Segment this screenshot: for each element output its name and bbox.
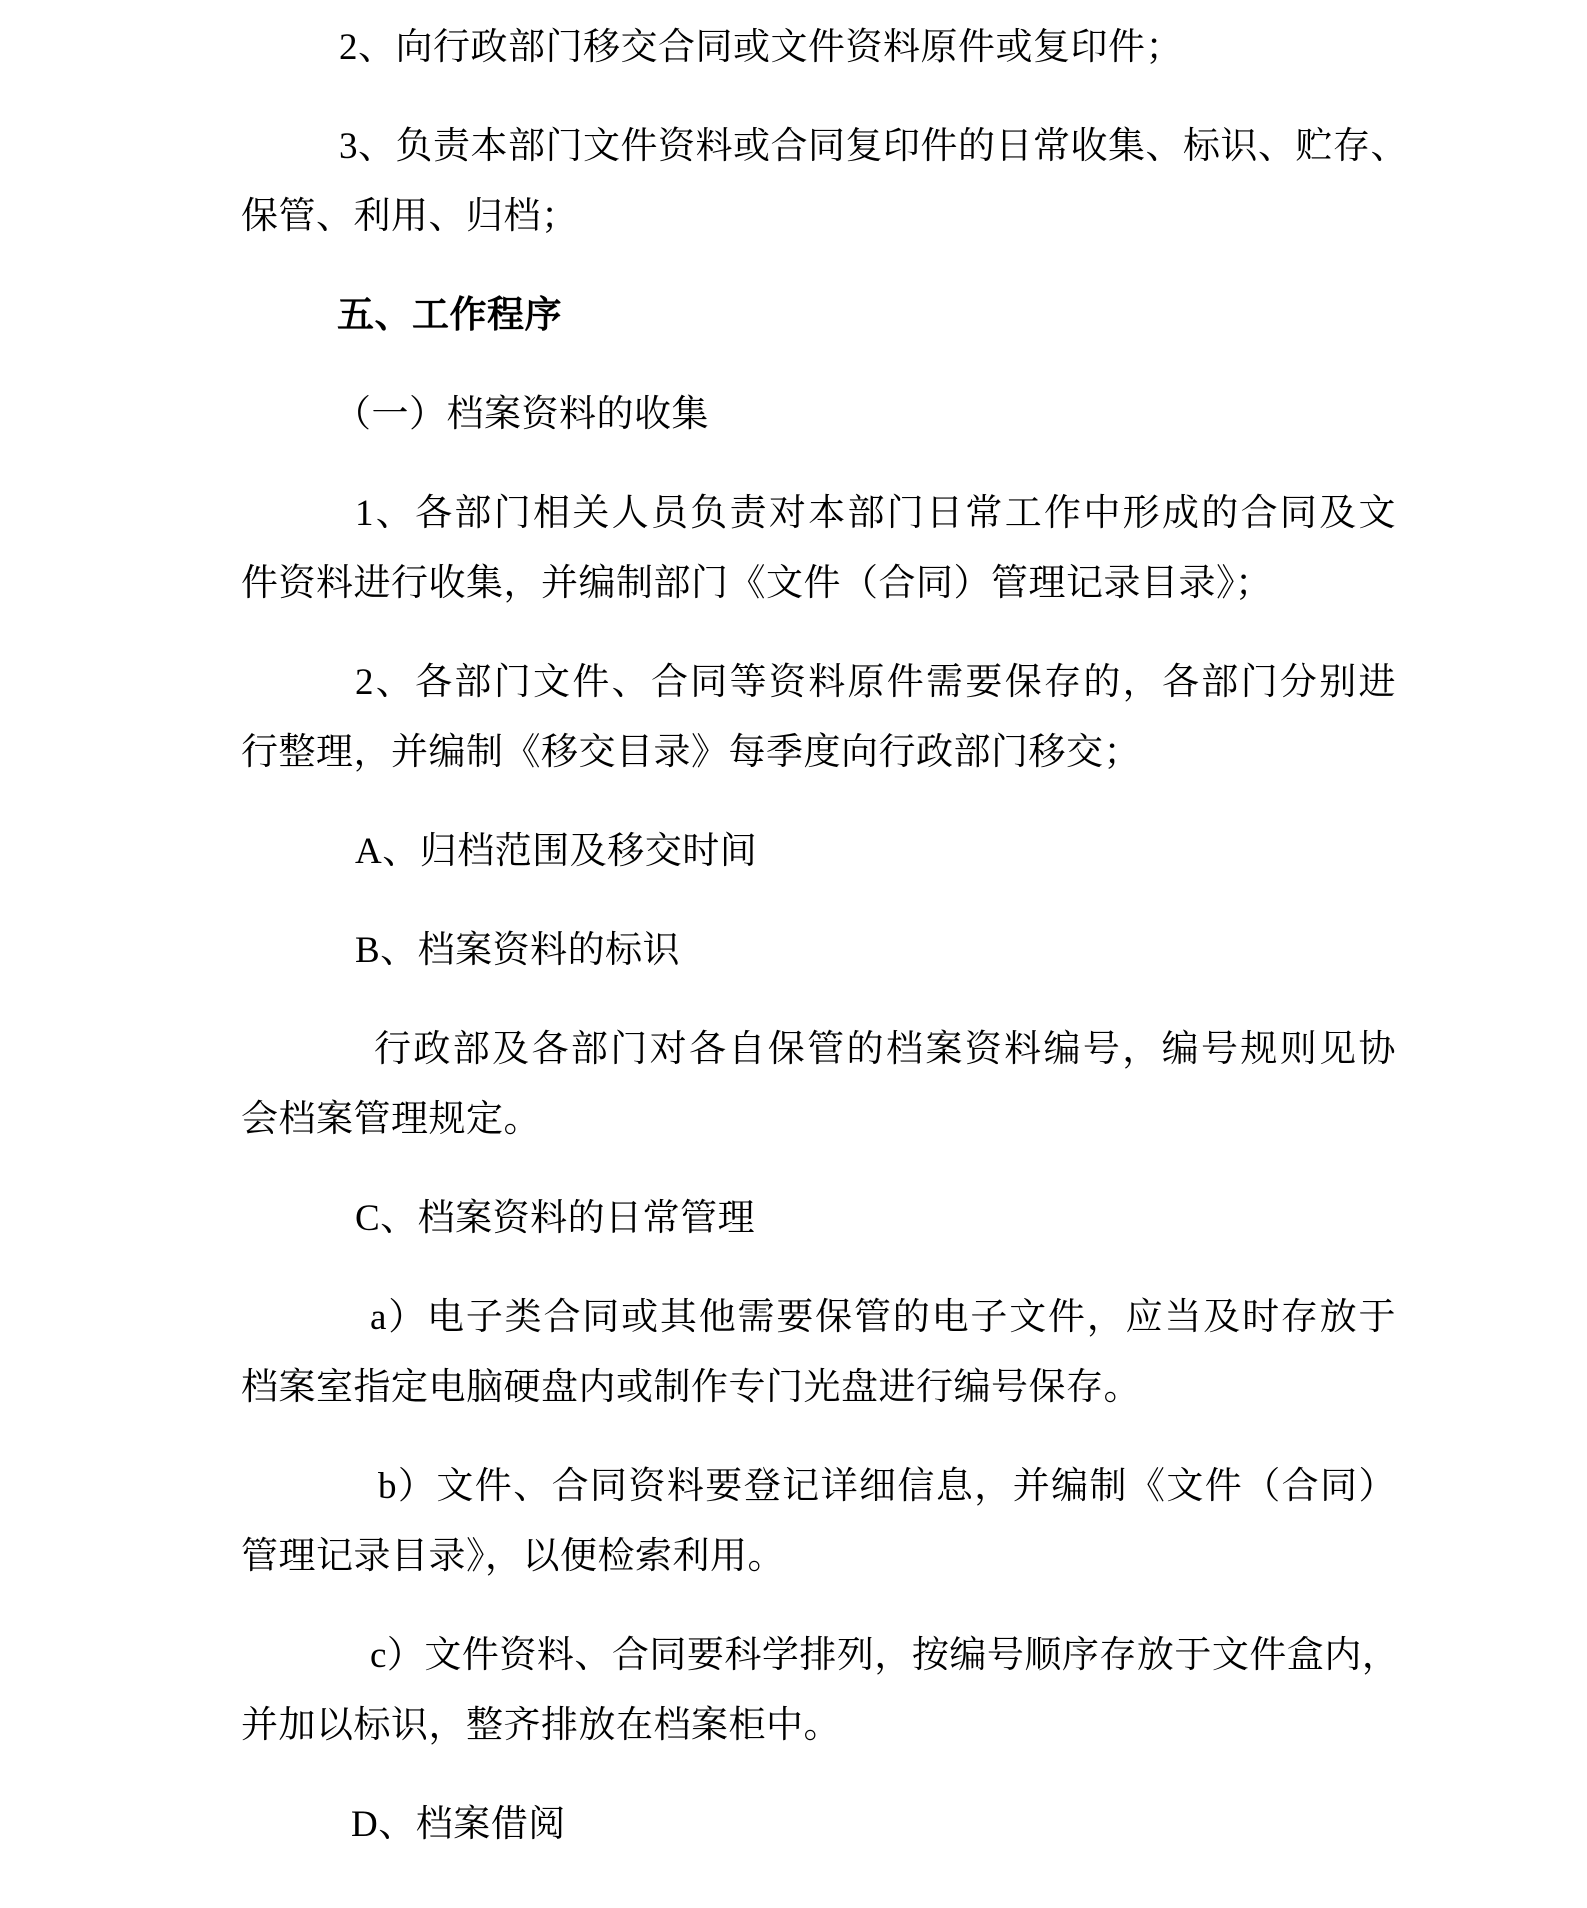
section-5-heading — [241, 281, 1396, 351]
text-line: 管理记录目录》，以便检索利用。 — [241, 1536, 785, 1577]
list-point-heading: A、归档范围及移交时间 — [355, 831, 758, 872]
text-line: 并加以标识，整齐排放在档案柜中。 — [241, 1705, 841, 1746]
procedure-step-2 — [241, 648, 1396, 788]
list-point-heading: B、档案资料的标识 — [355, 930, 681, 971]
text-line: 档案室指定电脑硬盘内或制作专门光盘进行编号保存。 — [241, 1367, 1141, 1408]
subsection-heading: （一）档案资料的收集 — [334, 394, 709, 435]
point-c-heading — [241, 1184, 1396, 1254]
text-line: 2、向行政部门移交合同或文件资料原件或复印件； — [339, 27, 1183, 68]
text-line: c）文件资料、合同要科学排列，按编号顺序存放于文件盒内， — [370, 1635, 1400, 1676]
point-b-heading — [241, 916, 1396, 986]
text-line: 1、各部门相关人员负责对本部门日常工作中形成的合同及文 — [355, 493, 1396, 534]
text-line: 会档案管理规定。 — [241, 1099, 541, 1140]
item-2-transfer — [241, 13, 1396, 83]
list-point-heading: D、档案借阅 — [351, 1804, 566, 1845]
text-line: 行政部及各部门对各自保管的档案资料编号，编号规则见协 — [374, 1029, 1396, 1070]
item-3-daily-collection — [241, 112, 1408, 252]
text-line: 行整理，并编制《移交目录》每季度向行政部门移交； — [241, 732, 1141, 773]
text-line: a）电子类合同或其他需要保管的电子文件，应当及时存放于 — [370, 1297, 1396, 1338]
text-line: 2、各部门文件、合同等资料原件需要保存的，各部门分别进 — [355, 662, 1396, 703]
point-c-item-b — [241, 1452, 1396, 1592]
list-point-heading: C、档案资料的日常管理 — [355, 1198, 756, 1239]
point-d-heading — [241, 1790, 1396, 1860]
point-b-body — [241, 1015, 1396, 1155]
point-a-heading — [241, 817, 1396, 887]
point-c-item-a — [241, 1283, 1396, 1423]
procedure-step-1 — [241, 479, 1396, 619]
text-line: 件资料进行收集，并编制部门《文件（合同）管理记录目录》； — [241, 563, 1273, 604]
section-heading: 五、工作程序 — [337, 295, 562, 336]
text-line: 保管、利用、归档； — [241, 196, 579, 237]
subsection-1-heading — [241, 380, 1396, 450]
text-line: b）文件、合同资料要登记详细信息，并编制《文件（合同） — [378, 1466, 1396, 1507]
point-c-item-c — [241, 1621, 1400, 1761]
text-line: 3、负责本部门文件资料或合同复印件的日常收集、标识、贮存、 — [339, 126, 1408, 167]
